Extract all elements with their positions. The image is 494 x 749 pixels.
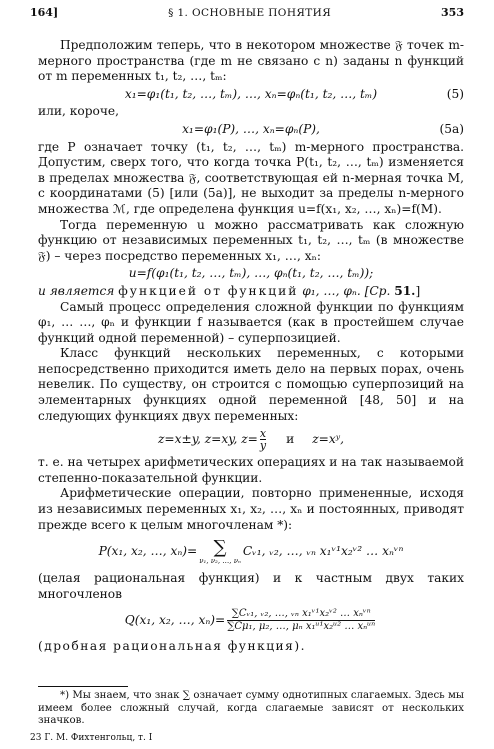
sum-block [199, 539, 241, 565]
fraction-rational-denominator: ∑Cμ₁, μ₂, …, μₙ x₁ᵘ¹x₂ᵘ² … xₙᵘⁿ [227, 621, 376, 633]
text-and: и [286, 431, 295, 446]
equation-composite-text: u=f(φ₁(t₁, t₂, …, tₘ), …, φₙ(t₁, t₂, …, tₘ)); [128, 266, 374, 281]
text-bracket-close: ] [415, 283, 421, 298]
equation-polynomial [38, 539, 464, 565]
sum-subscript: ν₁, ν₂, …, νₙ [199, 557, 241, 566]
sigma-icon: ∑ [213, 537, 227, 559]
paragraph-point-definition: где P означает точку (t₁, t₂, …, tₘ) m-мерного пространства. Допустим, сверх того, что когда точка P(t₁, t₂, …, tₘ) изменяется в пределах множества 𝔉, соответствующая ей n-мерная точка M, с координатами (5) [или (5a)], не выходит за пределы n-мерного множества ℳ, где определена функция u=f(x₁, x₂, …, xₙ)=f(M). [38, 139, 464, 216]
running-header [30, 6, 464, 19]
equation-5 [38, 87, 464, 103]
equation-operations-text: z=x±y, z=xy, z= [158, 431, 258, 446]
equation-5-number: (5) [446, 86, 464, 101]
page-body [38, 38, 464, 655]
equation-power: z=xʸ, [312, 431, 344, 446]
footnote-divider [38, 686, 128, 687]
paragraph-intro: Предположим теперь, что в некотором множестве 𝔉 точек m-мерного пространства (где m не связано с n) заданы n функций от m переменных t₁, t₂, …, tₘ: [38, 38, 464, 84]
equation-polynomial-right: Cᵥ₁, ᵥ₂, …, ᵥₙ x₁ᵛ¹x₂ᵛ² … xₙᵛⁿ [242, 544, 404, 559]
fraction-rational [227, 608, 375, 633]
equation-rational [38, 608, 464, 633]
text-ref-51: 51. [394, 283, 416, 298]
equation-5a-text: x₁=φ₁(P), …, xₙ=φₙ(P), [182, 121, 320, 136]
text-phi-ref: φ₁, …, φₙ. [Ср. [302, 283, 391, 298]
fraction-x-over-y [260, 428, 266, 451]
equation-5a [38, 122, 464, 138]
paragraph-shorter: или, короче, [38, 104, 119, 119]
equation-composite [38, 266, 464, 282]
fraction-rational-numerator: ∑Cᵥ₁, ᵥ₂, …, ᵥₙ x₁ᵛ¹x₂ᵛ² … xₙᵛⁿ [231, 608, 371, 620]
paragraph-class-of-functions: Класс функций нескольких переменных, с которыми непосредственно приходится иметь дело на первых порах, очень невелик. По существу, он строится с помощью суперпозиций на элементарных функциях одной переменной [48, 50] и на следующих функциях двух переменных: [38, 346, 464, 423]
text-spaced-function-of-functions: функцией от функций [118, 283, 299, 298]
fraction-denominator: y [259, 439, 267, 453]
paragraph-arithmetic-and-power: т. е. на четырех арифметических операциях и на так называемой степенно-показательной функции. [38, 455, 464, 485]
paragraph-function-of-functions [38, 284, 464, 300]
text-u-is: u является [38, 283, 115, 298]
paragraph-fractional-rational: (дробная рациональная функция). [38, 639, 306, 654]
paragraph-integer-rational: (целая рациональная функция) и к частным двух таких многочленов [38, 571, 464, 601]
signature-line: 23 Г. М. Фихтенгольц, т. I [30, 733, 153, 743]
equation-rational-left: Q(x₁, x₂, …, xₙ)= [124, 613, 226, 628]
fraction-numerator: x [259, 427, 267, 441]
page-number: 353 [441, 6, 464, 19]
footnote: *) Мы знаем, что знак ∑ означает сумму однотипных слагаемых. Здесь мы имеем более сложный случай, когда слагаемые зависят от нескольких значков. [38, 690, 464, 726]
paragraph-superposition: Самый процесс определения сложной функции по функциям φ₁, … …, φₙ и функции f называется (как в простейшем случае функций одной переменной) – суперпозицией. [38, 299, 464, 345]
paragraph-composite: Тогда переменную u можно рассматривать как сложную функцию от независимых переменных t₁, t₂, …, tₘ (в множестве 𝔉) – через посредство переменных x₁, …, xₙ: [38, 217, 464, 263]
equation-polynomial-left: P(x₁, x₂, …, xₙ)= [98, 544, 198, 559]
paragraph-polynomials: Арифметические операции, повторно примененные, исходя из независимых переменных x₁, x₂, …, xₙ и постоянных, приводят прежде всего к целым многочленам *): [38, 486, 464, 532]
equation-5-text: x₁=φ₁(t₁, t₂, …, tₘ), …, xₙ=φₙ(t₁, t₂, …, tₘ) [124, 86, 378, 101]
section-title: § 1. ОСНОВНЫЕ ПОНЯТИЯ [168, 7, 332, 19]
equation-5a-number: (5a) [439, 121, 464, 136]
section-number: 164] [30, 6, 59, 19]
equation-operations [38, 428, 464, 451]
